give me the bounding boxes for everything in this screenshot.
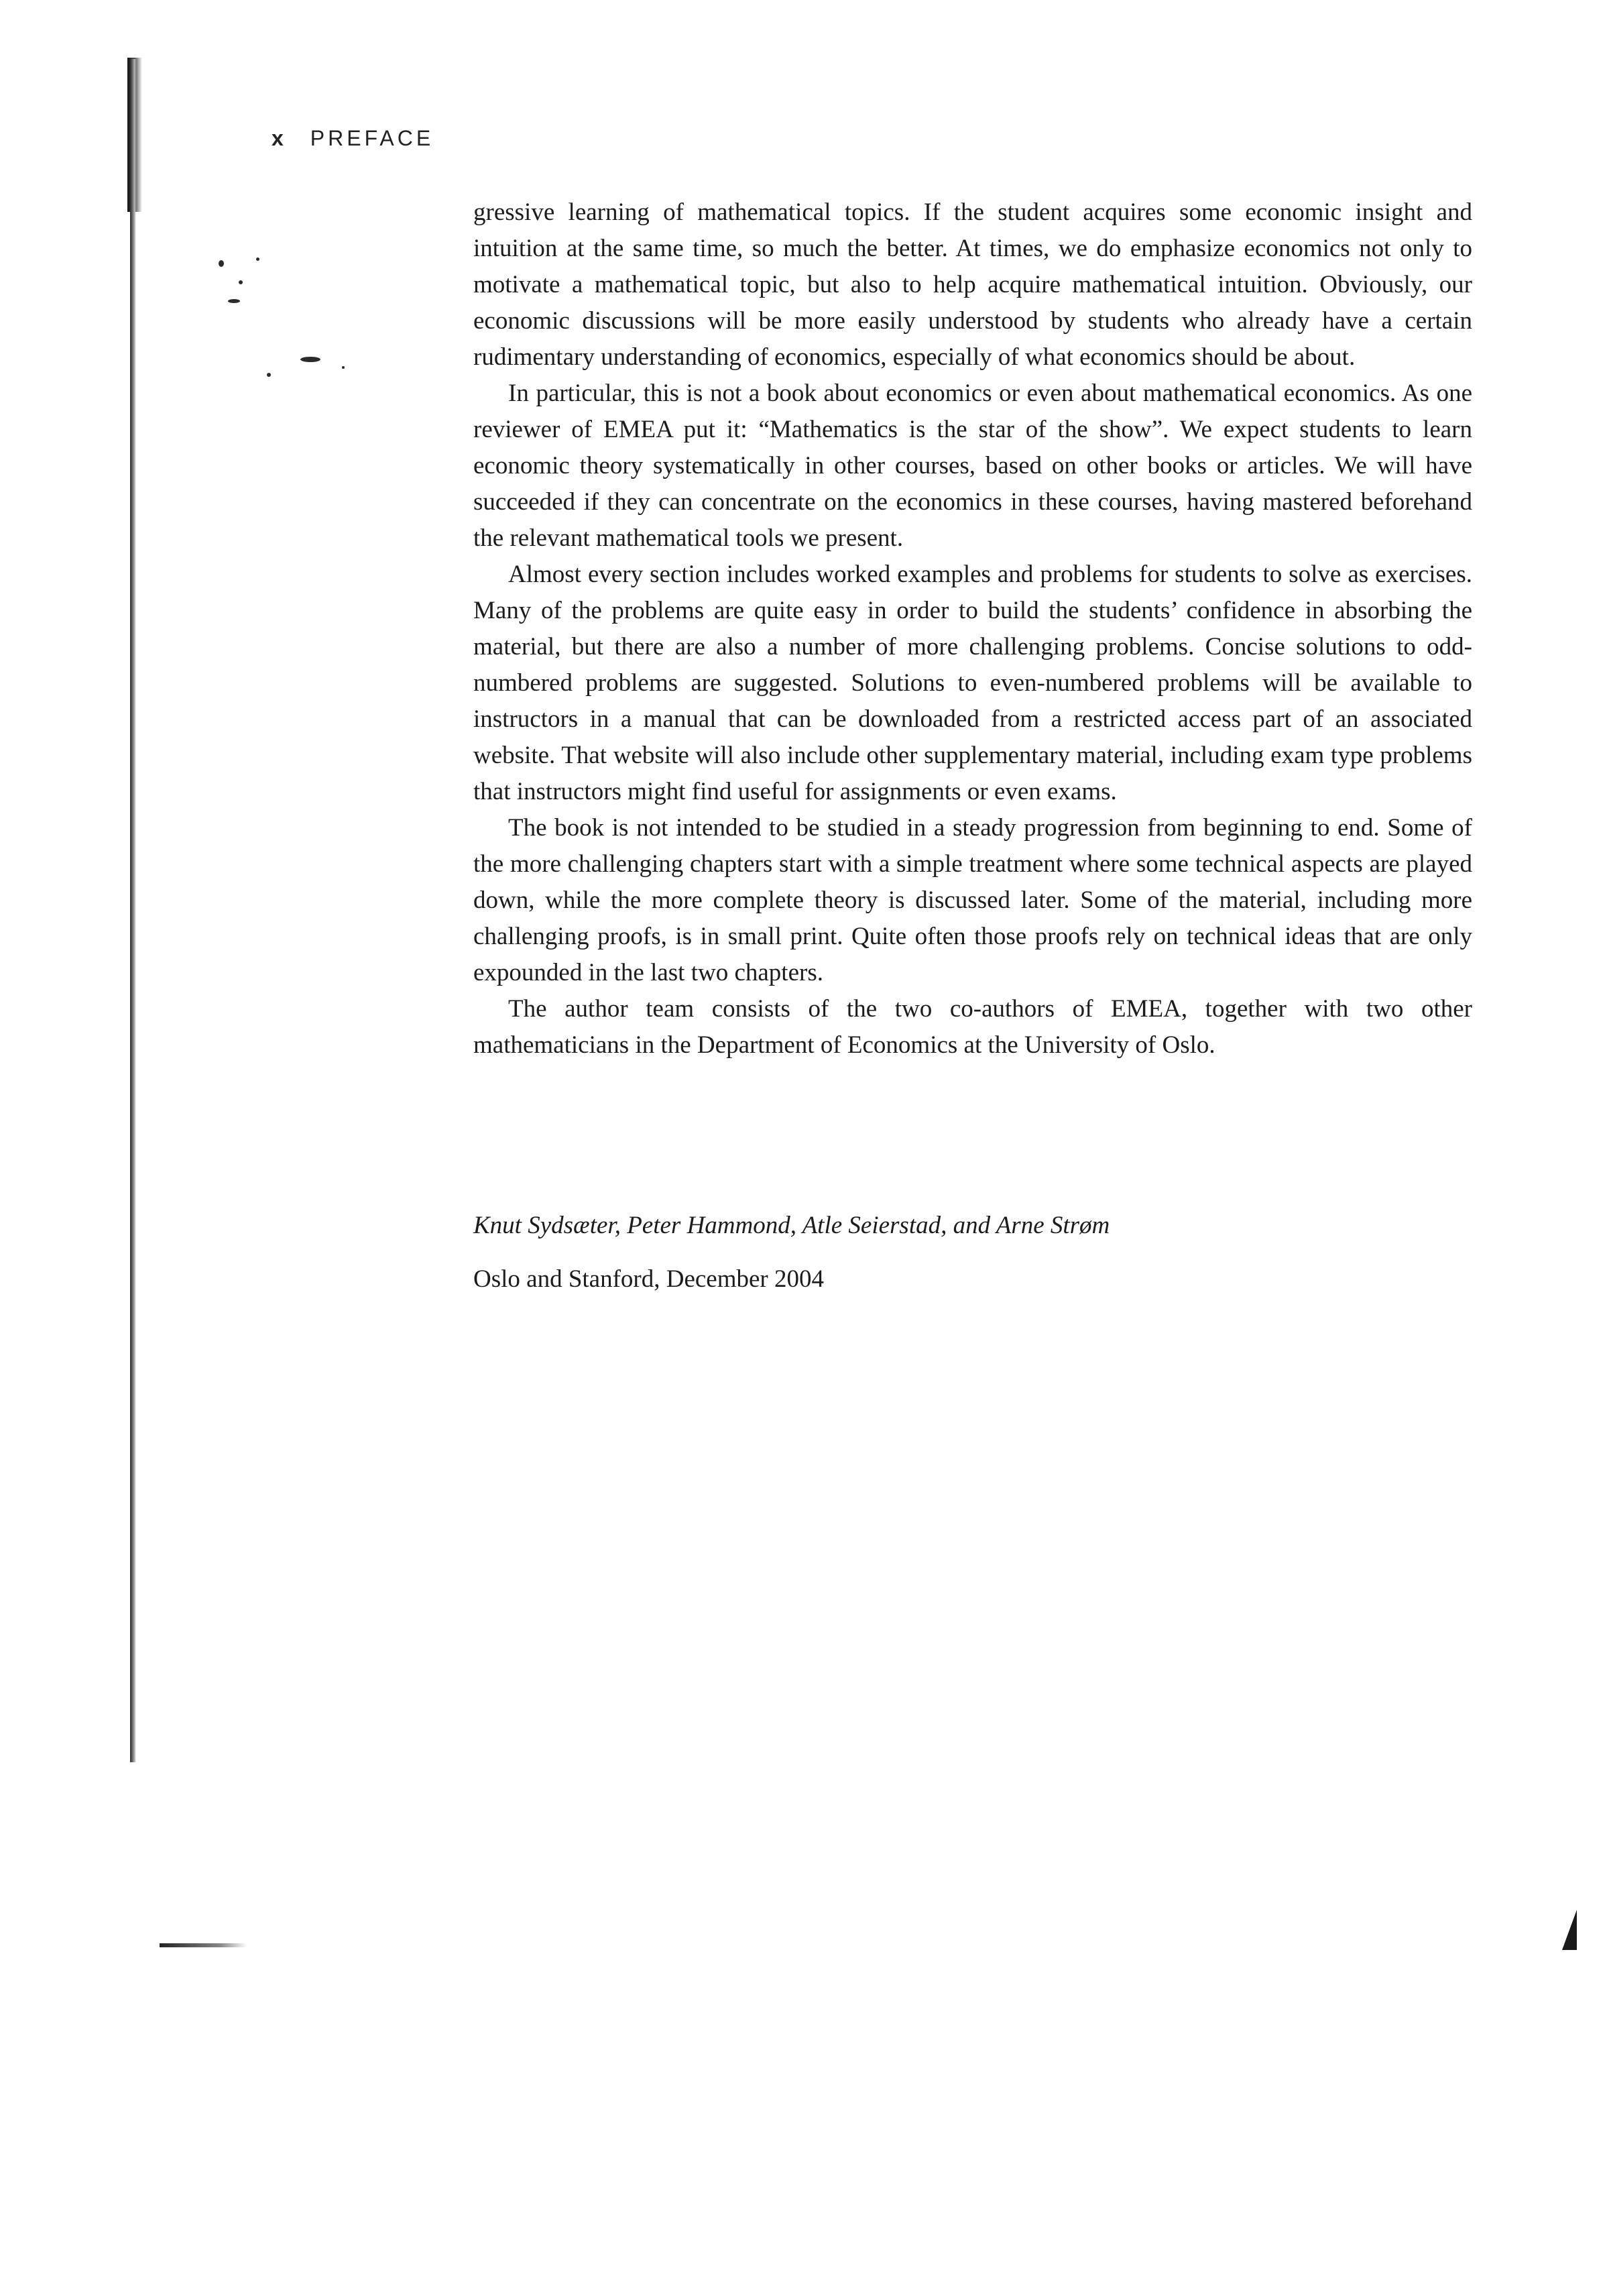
place-date-line: Oslo and Stanford, December 2004: [473, 1265, 825, 1293]
paragraph: The author team consists of the two co-authors of EMEA, together with two other mathematicians in the Department of Economics at the University of Oslo.: [473, 995, 1472, 1059]
scan-corner-mark-bottom-right: [1562, 1910, 1577, 1950]
paragraph-continuation: gressive learning of mathematical topics. If the student acquires some economic insight and intuition at the same time, so much the better. At times, we do emphasize economics not only to motivate a mathematical topic, but also to help acquire mathematical intuition. Obviously, our economic discussions will be more easily understood by students who already have a certain rudimentary understanding of economics, especially of what economics should be about.: [473, 198, 1472, 371]
scan-binding-edge: [130, 59, 136, 1762]
running-head: [272, 126, 434, 151]
section-title: PREFACE: [310, 126, 434, 150]
scan-speck: [239, 280, 243, 284]
scan-speck: [342, 366, 345, 369]
paragraph: Almost every section includes worked examples and problems for students to solve as exercises. Many of the problems are quite easy in order to build the students’ confidence in absorbing the material, but there are also a number of more challenging problems. Concise solutions to odd-numbered problems are suggested. Solutions to even-numbered problems will be available to instructors in a manual that can be downloaded from a restricted access part of an associated website. That website will also include other supplementary material, including exam type problems that instructors might find useful for assignments or even exams.: [473, 561, 1472, 805]
scan-corner-mark-bottom-left: [160, 1943, 247, 1947]
scan-speck: [219, 260, 224, 267]
scan-speck: [267, 373, 271, 377]
scan-speck: [300, 357, 320, 362]
paragraph: In particular, this is not a book about economics or even about mathematical economics. As one reviewer of EMEA put it: “Mathematics is the star of the show”. We expect students to learn economic theory systematically in other courses, based on other books or articles. We will have succeeded if they can concentrate on the economics in these courses, having mastered beforehand the relevant mathematical tools we present.: [473, 380, 1472, 552]
author-signature: Knut Sydsæter, Peter Hammond, Atle Seierstad, and Arne Strøm: [473, 1212, 1110, 1239]
scan-speck: [256, 257, 259, 261]
preface-body: [473, 194, 1472, 1064]
scan-speck: [228, 299, 240, 303]
paragraph: The book is not intended to be studied in a steady progression from beginning to end. Some of the more challenging chapters start with a simple treatment where some technical aspects are played down, while the more complete theory is discussed later. Some of the material, including more challenging proofs, is in small print. Quite often those proofs rely on technical ideas that are only expounded in the last two chapters.: [473, 814, 1472, 986]
page-number: x: [272, 126, 284, 150]
